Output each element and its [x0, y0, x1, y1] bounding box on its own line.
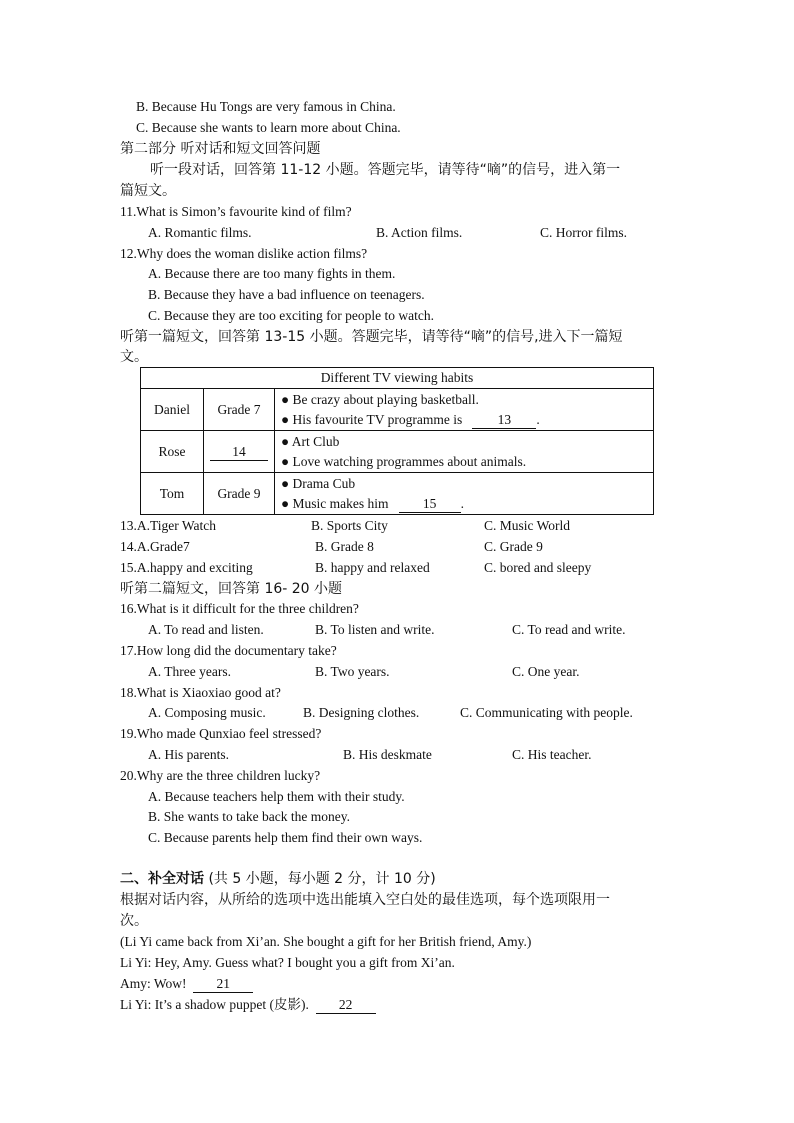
q20-option-a: A. Because teachers help them with their study.	[148, 789, 405, 804]
table-bullet-text: ● His favourite TV programme is	[281, 411, 463, 427]
passage1-instruction-line2: 文。	[120, 349, 148, 365]
answer-blank-13[interactable]: 13	[472, 412, 536, 429]
table-bullet-tail: .	[536, 411, 540, 427]
q15-option-c: C. bored and sleepy	[484, 560, 592, 575]
section2-heading	[120, 869, 436, 889]
dialog-line-2-text: Amy: Wow!	[120, 976, 187, 991]
q14-option-b: B. Grade 8	[315, 539, 374, 554]
q11-stem: 11.What is Simon’s favourite kind of film?	[120, 204, 352, 219]
q18-option-b: B. Designing clothes.	[303, 705, 420, 720]
table-bullet	[281, 410, 647, 430]
part2-heading: 第二部分 听对话和短文回答问题	[120, 141, 321, 157]
q16-option-c: C. To read and write.	[512, 622, 626, 637]
section2-instruction-line1: 根据对话内容，从所给的选项中选出能填入空白处的最佳选项，每个选项限用一	[120, 892, 610, 908]
q12-stem: 12.Why does the woman dislike action films?	[120, 246, 368, 261]
q15-option-a: 15.A.happy and exciting	[120, 560, 253, 575]
dialog-line-1: Li Yi: Hey, Amy. Guess what? I bought you a gift from Xi’an.	[120, 955, 455, 970]
q14-option-c: C. Grade 9	[484, 539, 543, 554]
answer-blank-21[interactable]: 21	[193, 976, 253, 993]
q20-option-b: B. She wants to take back the money.	[148, 809, 350, 824]
section2-score: (共 5 小题，每小题 2 分，计 10 分)	[208, 871, 436, 887]
part2-instruction-line2: 篇短文。	[120, 183, 176, 199]
q13-option-c: C. Music World	[484, 518, 571, 533]
q19-stem: 19.Who made Qunxiao feel stressed?	[120, 726, 322, 741]
table-bullet: ● Be crazy about playing basketball.	[281, 391, 479, 407]
table-cell-name: Daniel	[141, 389, 204, 431]
q11-option-a: A. Romantic films.	[148, 225, 252, 240]
table-bullet	[281, 494, 647, 514]
table-bullet: ● Art Club	[281, 433, 340, 449]
q10-option-c: C. Because she wants to learn more about China.	[136, 120, 401, 135]
q11-option-b: B. Action films.	[376, 225, 463, 240]
answer-blank-15[interactable]: 15	[399, 496, 461, 513]
table-cell-details	[275, 431, 654, 473]
q17-option-c: C. One year.	[512, 664, 580, 679]
passage2-instruction: 听第二篇短文，回答第 16- 20 小题	[120, 581, 343, 597]
q13-option-a: 13.A.Tiger Watch	[120, 518, 217, 533]
q20-option-c: C. Because parents help them find their own ways.	[148, 830, 423, 845]
table-header: Different TV viewing habits	[141, 368, 654, 389]
table-row	[141, 431, 654, 473]
q18-stem: 18.What is Xiaoxiao good at?	[120, 685, 281, 700]
q18-option-a: A. Composing music.	[148, 705, 266, 720]
q11-option-c: C. Horror films.	[540, 225, 627, 240]
table-row	[141, 473, 654, 515]
q12-option-c: C. Because they are too exciting for people to watch.	[148, 308, 435, 323]
q17-option-b: B. Two years.	[315, 664, 390, 679]
q12-option-a: A. Because there are too many fights in them.	[148, 266, 396, 281]
q13-option-b: B. Sports City	[311, 518, 388, 533]
passage1-instruction-line1: 听第一篇短文，回答第 13-15 小题。答题完毕，请等待“嘀”的信号,进入下一篇短	[120, 329, 623, 345]
dialog-intro: (Li Yi came back from Xi’an. She bought a gift for her British friend, Amy.)	[120, 934, 532, 949]
dialog-line-3-text: Li Yi: It’s a shadow puppet (皮影).	[120, 997, 309, 1012]
q20-stem: 20.Why are the three children lucky?	[120, 768, 321, 783]
tv-habits-table	[140, 367, 654, 515]
table-cell-details	[275, 389, 654, 431]
q12-option-b: B. Because they have a bad influence on teenagers.	[148, 287, 425, 302]
q18-option-c: C. Communicating with people.	[460, 705, 633, 720]
table-bullet: ● Drama Cub	[281, 475, 356, 491]
table-cell-grade: Grade 9	[204, 473, 275, 515]
table-row	[141, 389, 654, 431]
table-bullet-tail: .	[460, 495, 465, 511]
table-cell-details	[275, 473, 654, 515]
answer-blank-22[interactable]: 22	[316, 997, 376, 1014]
part2-instruction-line1: 听一段对话，回答第 11-12 小题。答题完毕，请等待“嘀”的信号，进入第一	[150, 162, 621, 178]
table-cell-grade: Grade 7	[204, 389, 275, 431]
q19-option-c: C. His teacher.	[512, 747, 592, 762]
q19-option-b: B. His deskmate	[343, 747, 432, 762]
section2-title: 二、补全对话	[120, 871, 204, 887]
q16-option-a: A. To read and listen.	[148, 622, 264, 637]
table-bullet: ● Love watching programmes about animals.	[281, 453, 527, 469]
q16-option-b: B. To listen and write.	[315, 622, 435, 637]
q15-option-b: B. happy and relaxed	[315, 560, 430, 575]
q10-option-b: B. Because Hu Tongs are very famous in China.	[136, 99, 396, 114]
q17-option-a: A. Three years.	[148, 664, 231, 679]
table-cell-name: Rose	[141, 431, 204, 473]
section2-instruction-line2: 次。	[120, 913, 148, 929]
dialog-line-3	[120, 995, 376, 1015]
table-cell-name: Tom	[141, 473, 204, 515]
answer-blank-14[interactable]: 14	[210, 444, 268, 461]
table-cell-grade	[204, 431, 275, 473]
q19-option-a: A. His parents.	[148, 747, 229, 762]
q16-stem: 16.What is it difficult for the three children?	[120, 601, 359, 616]
table-bullet-text: ● Music makes him	[281, 495, 389, 511]
q14-option-a: 14.A.Grade7	[120, 539, 190, 554]
dialog-line-2	[120, 974, 253, 994]
q17-stem: 17.How long did the documentary take?	[120, 643, 337, 658]
